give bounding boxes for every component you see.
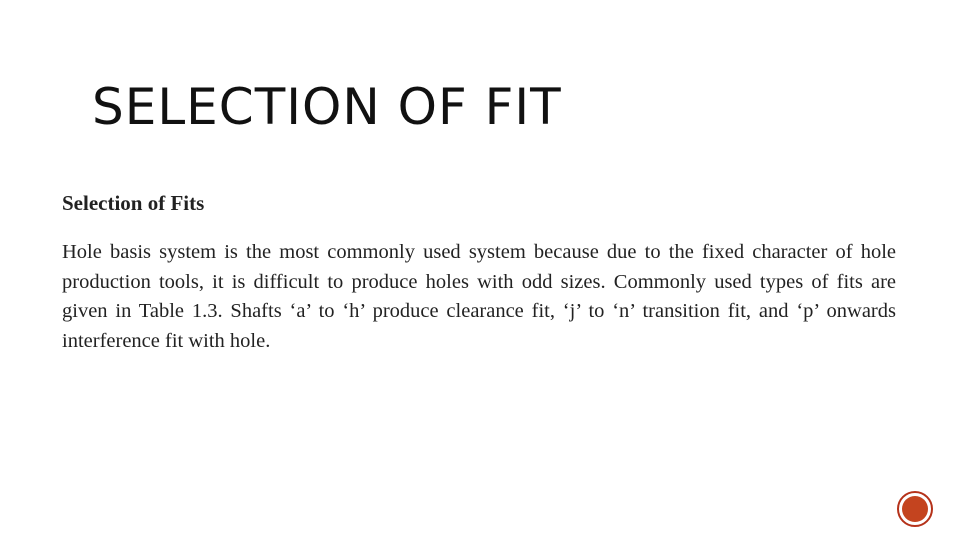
section-heading: Selection of Fits [62,191,205,215]
content-area [62,190,896,356]
slide-number-badge [897,491,933,527]
body-paragraph: Hole basis system is the most commonly used system because due to the fixed character of hole production tools, it is difficult to produce holes with odd sizes. Commonly used types of fits are given in Table 1.3. Shafts ‘a’ to ‘h’ produce clearance fit, ‘j’ to ‘n’ transition fit, and ‘p’ onwards interference fit with hole. [62,241,896,352]
slide-number-badge-fill [902,496,928,522]
slide-title: SELECTION OF FIT [92,78,562,136]
